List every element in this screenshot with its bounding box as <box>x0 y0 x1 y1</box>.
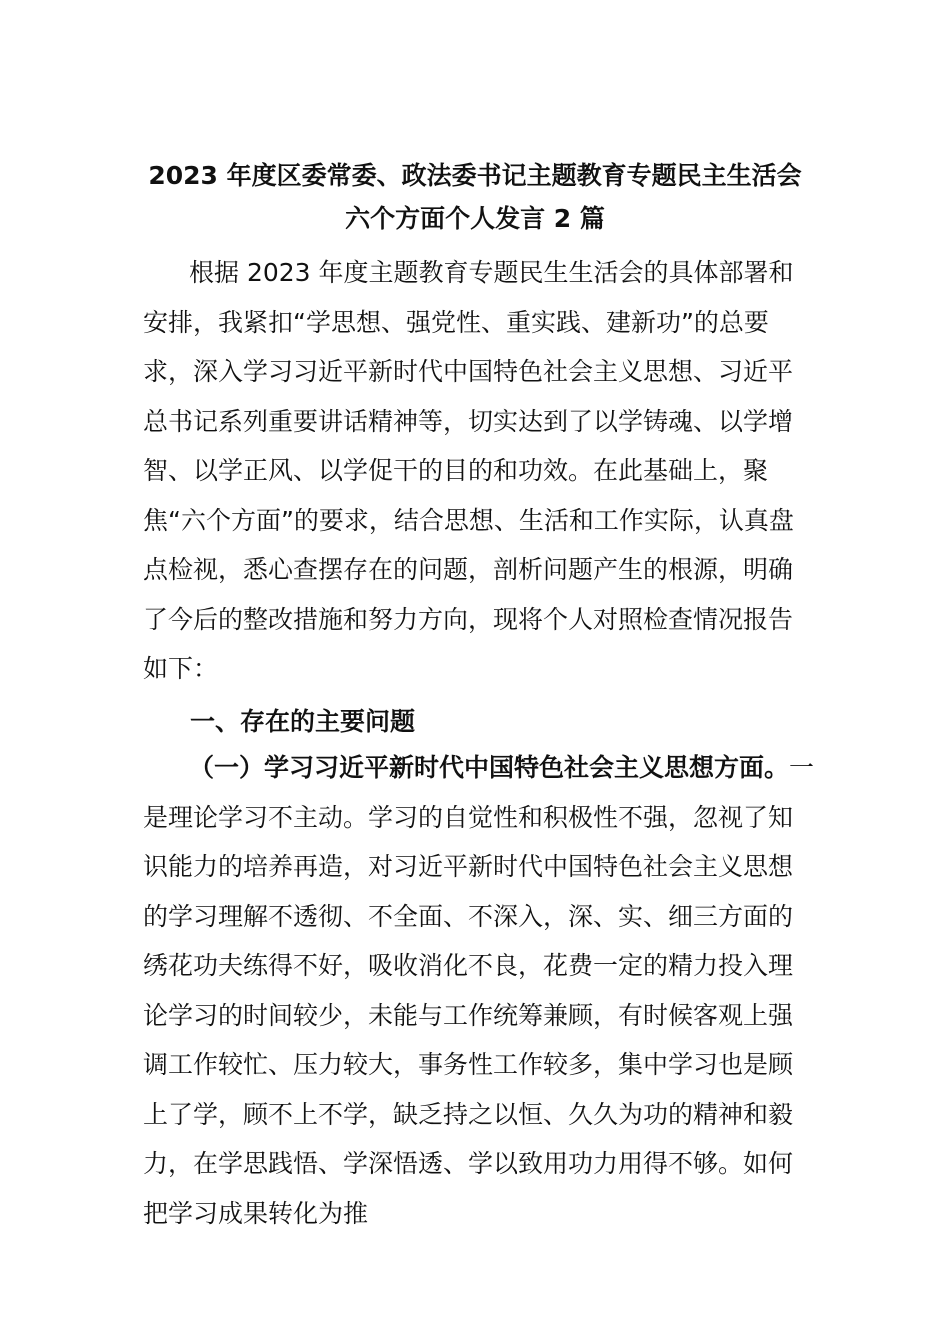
subsection-text: 一是理论学习不主动。学习的自觉性和积极性不强，忽视了知识能力的培养再造，对习近平新时代中国特色社会主义思想的学习理解不透彻、不全面、不深入，深、实、细三方面的绣花功夫练得不好，吸收消化不良，花费一定的精力投入理论学习的时间较少，未能与工作统筹兼顾，有时候客观上强调工作较忙、压力较大，事务性工作较多，集中学习也是顾上了学，顾不上不学，缺乏持之以恒、久久为功的精神和毅力，在学思践悟、学深悟透、学以致用功力用得不够。如何把学习成果转化为推 <box>143 753 815 1228</box>
subsection-heading: （一）学习习近平新时代中国特色社会主义思想方面。 <box>189 753 790 782</box>
intro-paragraph: 根据 2023 年度主题教育专题民生生活会的具体部署和安排，我紧扣“学思想、强党性、重实践、建新功”的总要求，深入学习习近平新时代中国特色社会主义思想、习近平总书记系列重要讲话精神等，切实达到了以学铸魂、以学增智、以学正风、以学促干的目的和功效。在此基础上，聚焦“六个方面”的要求，结合思想、生活和工作实际，认真盘点检视，悉心查摆存在的问题，剖析问题产生的根源，明确了今后的整改措施和努力方向，现将个人对照检查情况报告如下： <box>143 258 794 683</box>
document-title-line-2: 六个方面个人发言 2 篇 <box>345 204 605 233</box>
subsection-paragraph <box>143 743 815 1238</box>
document-title-line-1: 2023 年度区委常委、政法委书记主题教育专题民主生活会 <box>148 161 802 190</box>
section-heading-main-problems: 一、存在的主要问题 <box>190 707 416 736</box>
